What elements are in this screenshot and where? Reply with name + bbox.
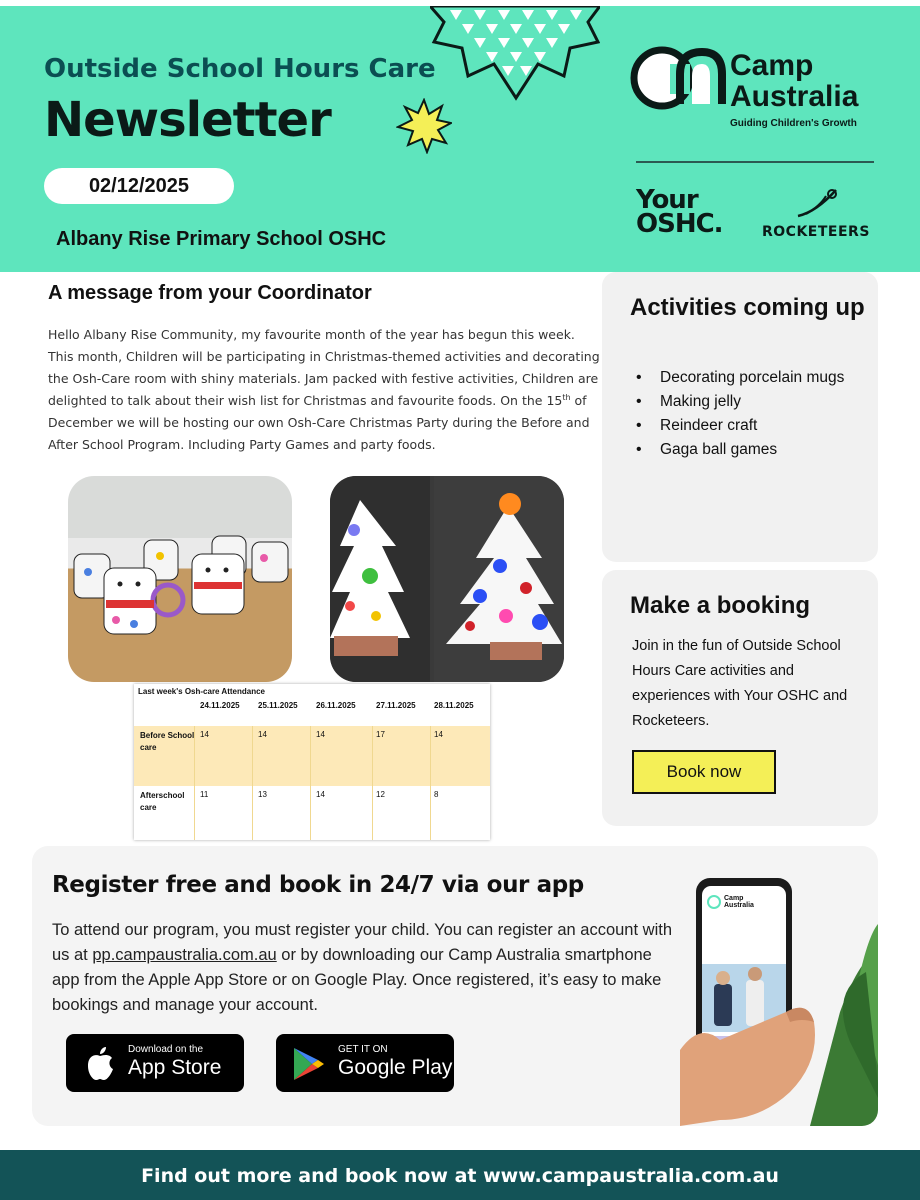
your-oshc-logo: [636, 185, 723, 239]
registration-link[interactable]: pp.campaustralia.com.au: [92, 946, 277, 964]
rocket-icon: [792, 186, 842, 225]
phone-logo-line-2: Australia: [724, 902, 754, 909]
camp-australia-logo-text: [730, 50, 858, 112]
google-play-small-text: GET IT ON: [338, 1044, 388, 1055]
newsletter-title: Newsletter: [44, 92, 331, 148]
date-header: 26.11.2025: [316, 701, 356, 710]
newsletter-date: 02/12/2025: [44, 168, 234, 204]
ordinal-suffix: th: [562, 392, 571, 402]
table-divider: [430, 726, 431, 840]
row-label: Afterschool care: [140, 791, 185, 812]
register-heading: Register free and book in 24/7 via our app: [52, 872, 584, 898]
phone-logo-line-1: Camp: [724, 895, 744, 902]
date-header: 24.11.2025: [200, 701, 240, 710]
triangle-star-decoration: [430, 6, 600, 107]
logo-tagline: Guiding Children's Growth: [730, 118, 857, 129]
table-divider: [252, 726, 253, 840]
footer-banner: Find out more and book now at www.campaustralia.com.au: [0, 1150, 920, 1200]
table-cell: 8: [434, 790, 439, 799]
newsletter-header: [0, 6, 920, 272]
logo-line-2: Australia: [730, 80, 859, 113]
rocketeers-logo: ROCKETEERS: [762, 224, 870, 240]
table-divider: [310, 726, 311, 840]
booking-description: Join in the fun of Outside School Hours Care activities and experiences with Your OSHC and Rocketeers.: [632, 638, 848, 729]
list-item: • Making jelly: [636, 390, 846, 414]
activities-list: [636, 366, 846, 462]
google-play-button[interactable]: [276, 1034, 454, 1092]
photo-decorated-mugs: [68, 476, 292, 682]
sun-decoration: [396, 98, 452, 159]
table-cell: 14: [316, 730, 325, 739]
table-cell: 13: [258, 790, 267, 799]
newsletter-subtitle: Outside School Hours Care: [44, 54, 436, 84]
register-text-part-1: To attend our program, you must register your child. You can register an account with us at: [52, 921, 672, 964]
logo-line-1: Camp: [730, 49, 814, 82]
booking-card: [602, 570, 878, 826]
google-play-icon: [292, 1046, 326, 1087]
register-description: [52, 918, 682, 1018]
date-header: 27.11.2025: [376, 701, 416, 710]
list-item: • Reindeer craft: [636, 414, 846, 438]
school-name: Albany Rise Primary School OSHC: [56, 228, 387, 250]
attendance-table: [134, 684, 490, 840]
table-cell: 14: [316, 790, 325, 799]
register-text-part-2: or by downloading our Camp Australia smartphone app from the Apple App Store or on Google Play. Once registered, it’s easy to make bookings and manage your account.: [52, 946, 662, 1014]
table-divider: [372, 726, 373, 840]
table-cell: 14: [258, 730, 267, 739]
list-item: • Gaga ball games: [636, 438, 846, 462]
app-store-small-text: Download on the: [128, 1044, 204, 1055]
table-cell: 12: [376, 790, 385, 799]
camp-australia-logo-icon: [630, 46, 726, 115]
date-header: 28.11.2025: [434, 701, 474, 710]
table-cell: 14: [434, 730, 443, 739]
your-oshc-line-2: OSHC.: [636, 209, 723, 239]
activities-card: [602, 272, 878, 562]
coordinator-message-part-2: of December we will be hosting our own Osh-Care Christmas Party during the Before and After School Program. Including Party Games and party foods.: [48, 393, 590, 452]
table-cell: 11: [200, 790, 209, 799]
apple-icon: [82, 1046, 118, 1087]
app-store-button[interactable]: [66, 1034, 244, 1092]
register-section: [32, 846, 878, 1126]
row-label: Before School care: [140, 731, 195, 752]
date-header: 25.11.2025: [258, 701, 298, 710]
coordinator-heading: A message from your Coordinator: [48, 282, 372, 304]
photo-christmas-tree-craft: [330, 476, 564, 682]
app-store-big-text: App Store: [128, 1056, 222, 1079]
google-play-big-text: Google Play: [338, 1056, 453, 1079]
book-now-button[interactable]: Book now: [632, 750, 776, 794]
list-item: • Decorating porcelain mugs: [636, 366, 846, 390]
activities-heading: Activities coming up: [630, 294, 865, 321]
table-cell: 14: [200, 730, 209, 739]
attendance-caption: Last week's Osh-care Attendance: [138, 687, 265, 696]
coordinator-message-part-1: Hello Albany Rise Community, my favourite month of the year has begun this week. This month, Children will be participating in Christmas-themed activities and decorating the Osh-Care room with shiny materials. Jam packed with festive activities, Children are delighted to talk about their wish list for Christmas and favourite foods. On the 15: [48, 327, 600, 408]
coordinator-message: [48, 324, 603, 456]
table-cell: 17: [376, 730, 385, 739]
header-divider: [636, 161, 874, 163]
booking-heading: Make a booking: [630, 592, 811, 619]
your-oshc-line-1: Your: [636, 185, 698, 215]
phone-in-hand-image: [680, 872, 878, 1126]
